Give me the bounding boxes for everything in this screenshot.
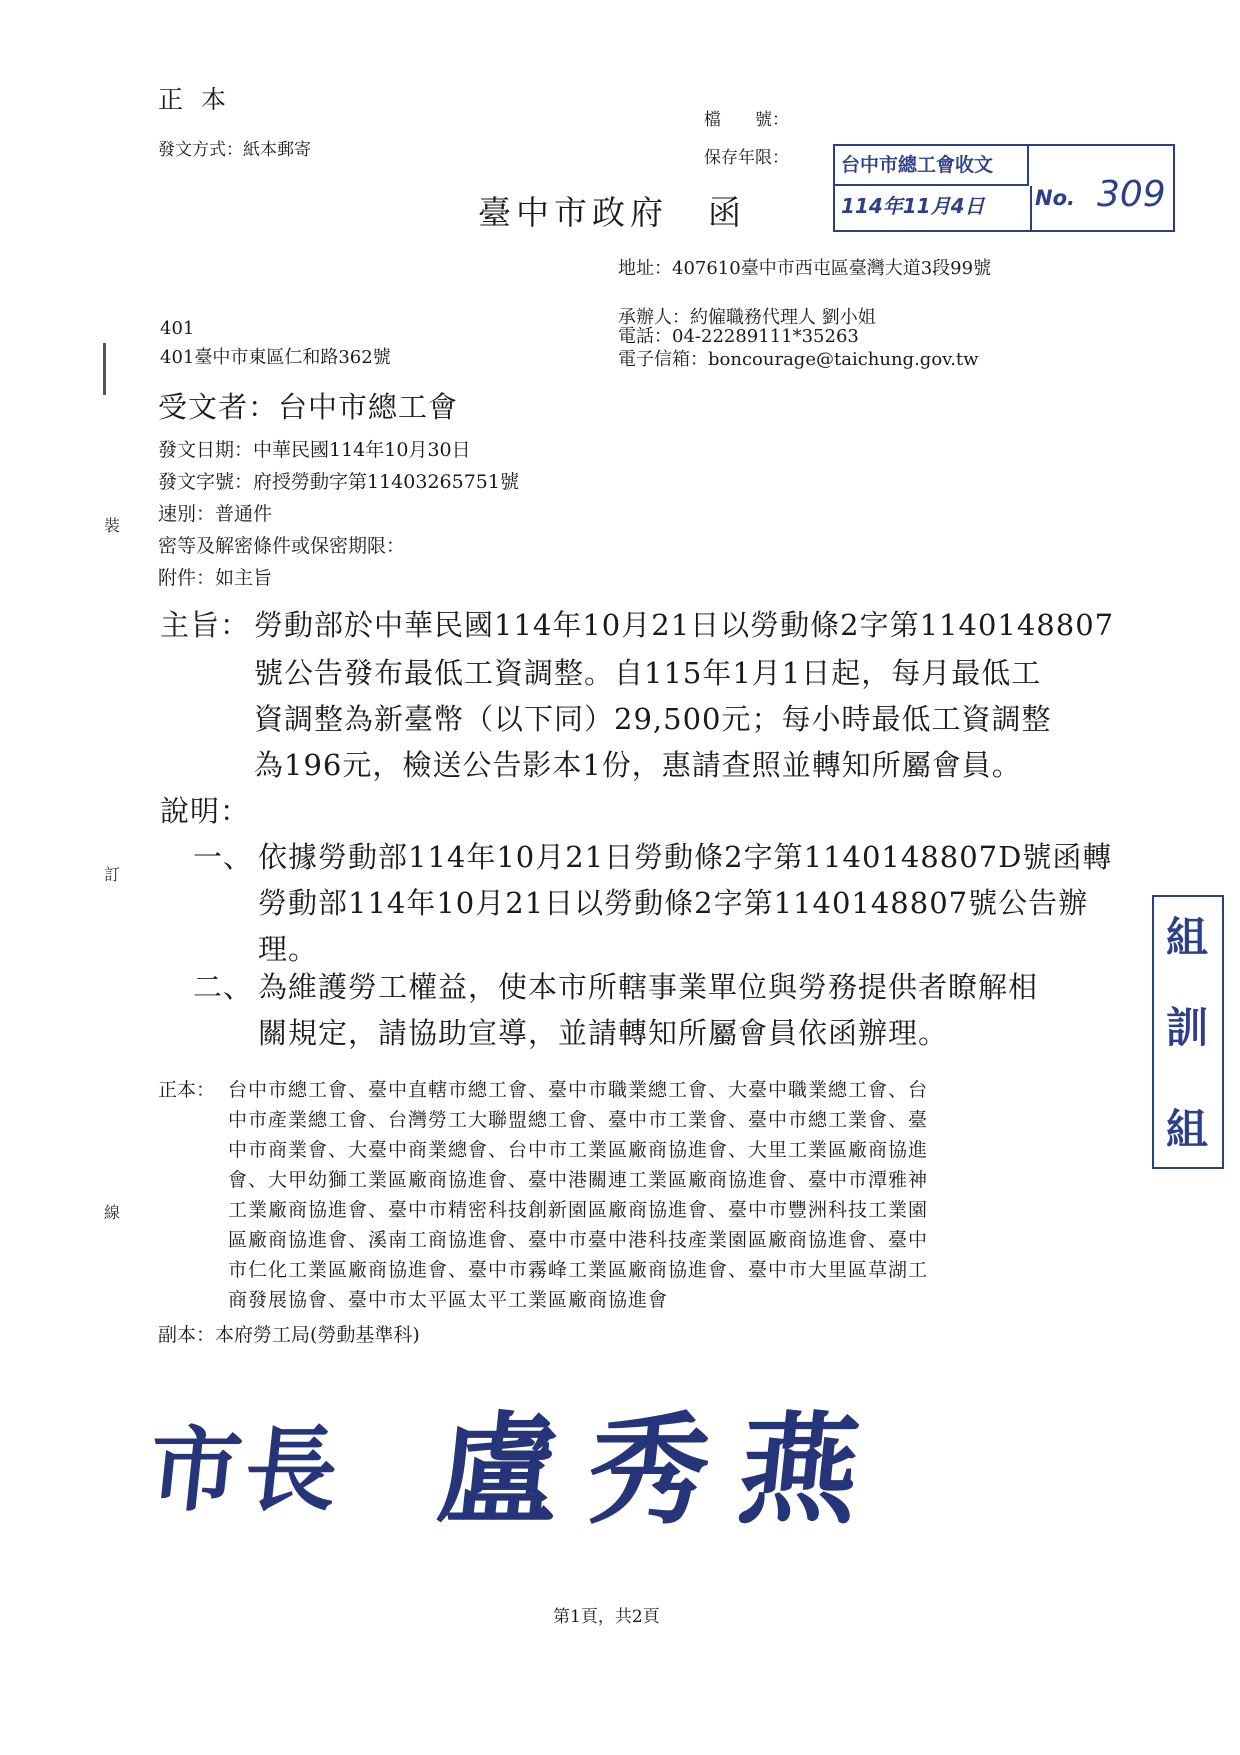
explanation-line: 關規定，請協助宣導，並請轉知所屬會員依函辦理。: [258, 1016, 949, 1050]
received-stamp-no-label: No.: [1035, 186, 1075, 210]
distribution-line: 台中市總工會、臺中直轄市總工會、臺中市職業總工會、大臺中職業總工會、台: [228, 1079, 929, 1101]
margin-divider: [103, 343, 106, 395]
explanation-item-marker: 二、: [193, 970, 254, 1004]
received-stamp-number: 309: [1097, 174, 1166, 215]
signature-title: 市長: [143, 1416, 347, 1524]
received-stamp: [833, 144, 1175, 232]
stamp-char: 訓: [1166, 1003, 1209, 1052]
send-method: 發文方式：紙本郵寄: [158, 140, 311, 160]
stamp-char: 組: [1166, 913, 1209, 962]
received-stamp-date: 114年11月4日: [841, 194, 985, 218]
sender-contact: 承辦人：約僱職務代理人 劉小姐: [618, 307, 876, 328]
explanation-item-marker: 一、: [193, 840, 254, 874]
subject-line: 資調整為新臺幣（以下同）29,500元；每小時最低工資調整: [254, 702, 1052, 736]
security-level: 密等及解密條件或保密期限：: [158, 535, 406, 557]
binding-mark: 裝: [104, 516, 121, 535]
subject-line: 勞動部於中華民國114年10月21日以勞動條2字第1140148807: [254, 608, 1115, 642]
delivery-speed: 速別：普通件: [158, 503, 273, 525]
distribution-line: 市仁化工業區廠商協進會、臺中市霧峰工業區廠商協進會、臺中市大里區草湖工: [228, 1259, 929, 1281]
title-type: 函: [708, 193, 746, 232]
distribution-line: 中市商業會、大臺中商業總會、台中市工業區廠商協進會、大里工業區廠商協進: [228, 1139, 929, 1161]
distribution-line: 區廠商協進會、溪南工商協進會、臺中市臺中港科技產業園區廠商協進會、臺中: [228, 1229, 929, 1251]
subject-line: 號公告發布最低工資調整。自115年1月1日起，每月最低工: [254, 656, 1042, 690]
explanation-line: 理。: [258, 932, 319, 966]
distribution-line: 商發展協會、臺中市太平區太平工業區廠商協進會: [228, 1289, 669, 1311]
receiver-address: 401臺中市東區仁和路362號: [160, 347, 391, 368]
copy-recipient: 副本：本府勞工局(勞動基準科): [158, 1324, 420, 1346]
distribution-line: 工業廠商協進會、臺中市精密科技創新園區廠商協進會、臺中市豐洲科技工業園: [228, 1199, 929, 1221]
signature-name: 盧秀燕: [431, 1400, 897, 1541]
file-number-label: 檔 號：: [704, 110, 789, 130]
explanation-line: 依據勞動部114年10月21日勞動條2字第1140148807D號函轉: [258, 840, 1113, 874]
received-stamp-org: 台中市總工會收文: [841, 154, 994, 176]
subject-label: 主旨：: [160, 608, 251, 642]
retention-period-label: 保存年限：: [704, 148, 789, 168]
explanation-line: 為維護勞工權益，使本市所轄事業單位與勞務提供者瞭解相: [258, 970, 1039, 1004]
distribution-label: 正本：: [158, 1079, 216, 1101]
sender-phone: 電話：04-22289111*35263: [618, 326, 859, 347]
distribution-line: 中市產業總工會、台灣勞工大聯盟總工會、臺中市工業會、臺中市總工業會、臺: [228, 1109, 929, 1131]
title-org: 臺中市政府: [478, 193, 668, 232]
sender-email: 電子信箱：boncourage@taichung.gov.tw: [618, 349, 979, 370]
recipient: 受文者：台中市總工會: [158, 390, 459, 424]
binding-mark: 線: [104, 1203, 121, 1222]
subject-line: 為196元，檢送公告影本1份，惠請查照並轉知所屬會員。: [254, 748, 1022, 782]
distribution-line: 會、大甲幼獅工業區廠商協進會、臺中港關連工業區廠商協進會、臺中市潭雅神: [228, 1169, 929, 1191]
page-number: 第1頁，共2頁: [553, 1607, 660, 1627]
issue-date: 發文日期：中華民國114年10月30日: [158, 439, 471, 461]
document-title: [478, 187, 746, 234]
document-number: 發文字號：府授勞動字第11403265751號: [158, 471, 519, 493]
attachment: 附件：如主旨: [158, 567, 273, 589]
binding-mark: 訂: [104, 865, 121, 884]
sender-address: 地址：407610臺中市西屯區臺灣大道3段99號: [618, 258, 992, 279]
explanation-label: 說明：: [160, 794, 251, 828]
stamp-char: 組: [1166, 1105, 1209, 1154]
explanation-line: 勞動部114年10月21日以勞動條2字第1140148807號公告辦: [258, 886, 1089, 920]
department-stamp: [1152, 895, 1224, 1169]
copy-type-label: 正本: [158, 85, 245, 114]
receiver-zip: 401: [160, 318, 195, 339]
